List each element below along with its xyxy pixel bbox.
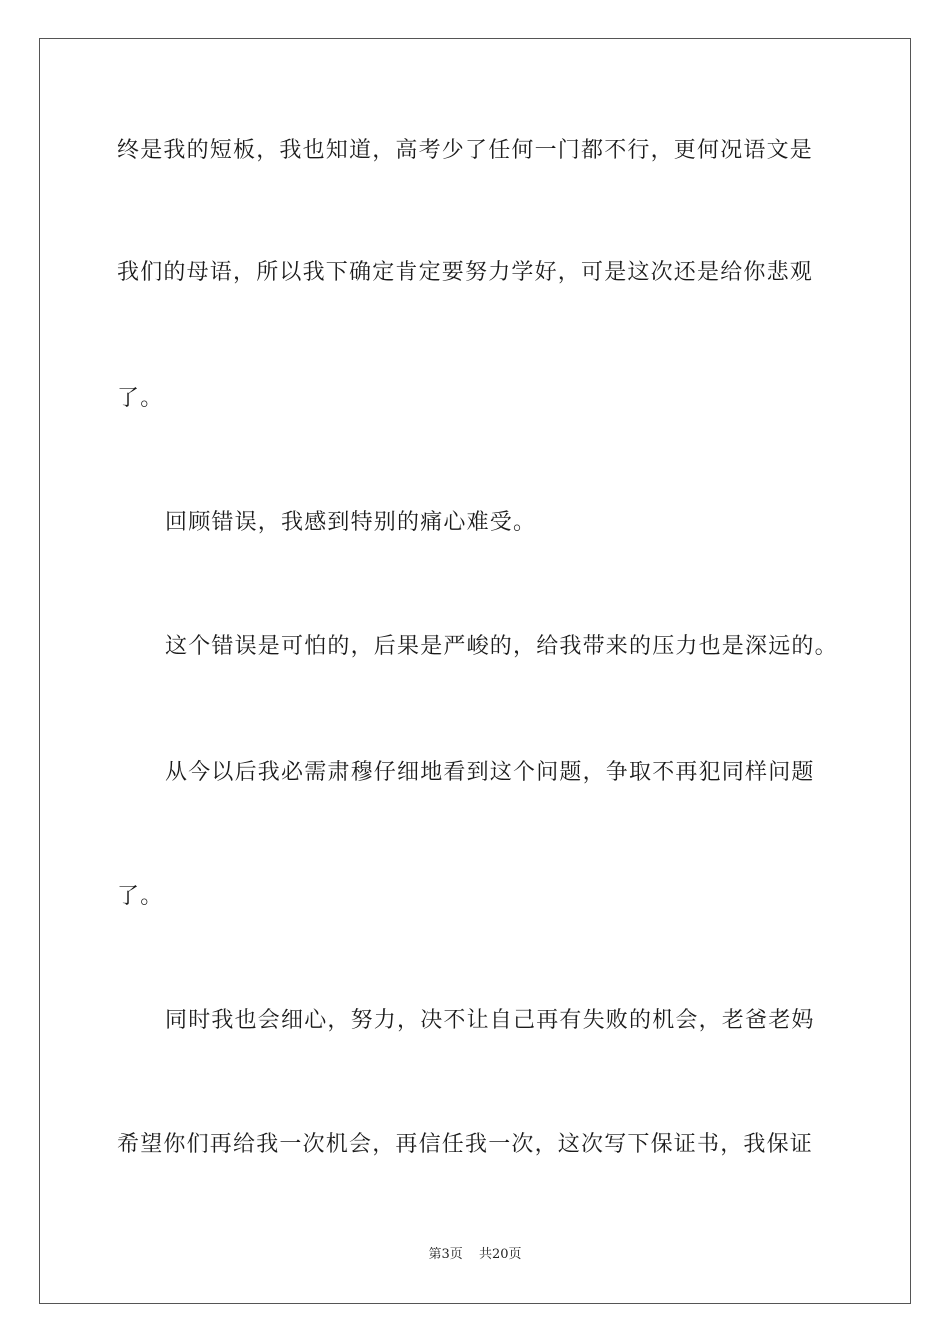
- page-border: [39, 38, 911, 1304]
- text-line: 我们的母语，所以我下确定肯定要努力学好，可是这次还是给你悲观: [117, 260, 814, 285]
- page-footer: [0, 1246, 950, 1264]
- text-line: 了。: [117, 386, 164, 411]
- text-line: 希望你们再给我一次机会，再信任我一次，这次写下保证书，我保证: [117, 1132, 814, 1157]
- page-total: 共20页: [478, 1247, 522, 1262]
- paragraph: 从今以后我必需肃穆仔细地看到这个问题，争取不再犯同样问题: [165, 760, 815, 785]
- paragraph: 同时我也会细心，努力，决不让自己再有失败的机会，老爸老妈: [165, 1008, 815, 1033]
- text-line: 了。: [117, 884, 164, 909]
- paragraph: 这个错误是可怕的，后果是严峻的，给我带来的压力也是深远的。: [165, 634, 838, 659]
- paragraph: 回顾错误，我感到特别的痛心难受。: [165, 510, 537, 535]
- text-line: 终是我的短板，我也知道，高考少了任何一门都不行，更何况语文是: [117, 138, 814, 163]
- page-number: 第3页: [428, 1247, 463, 1262]
